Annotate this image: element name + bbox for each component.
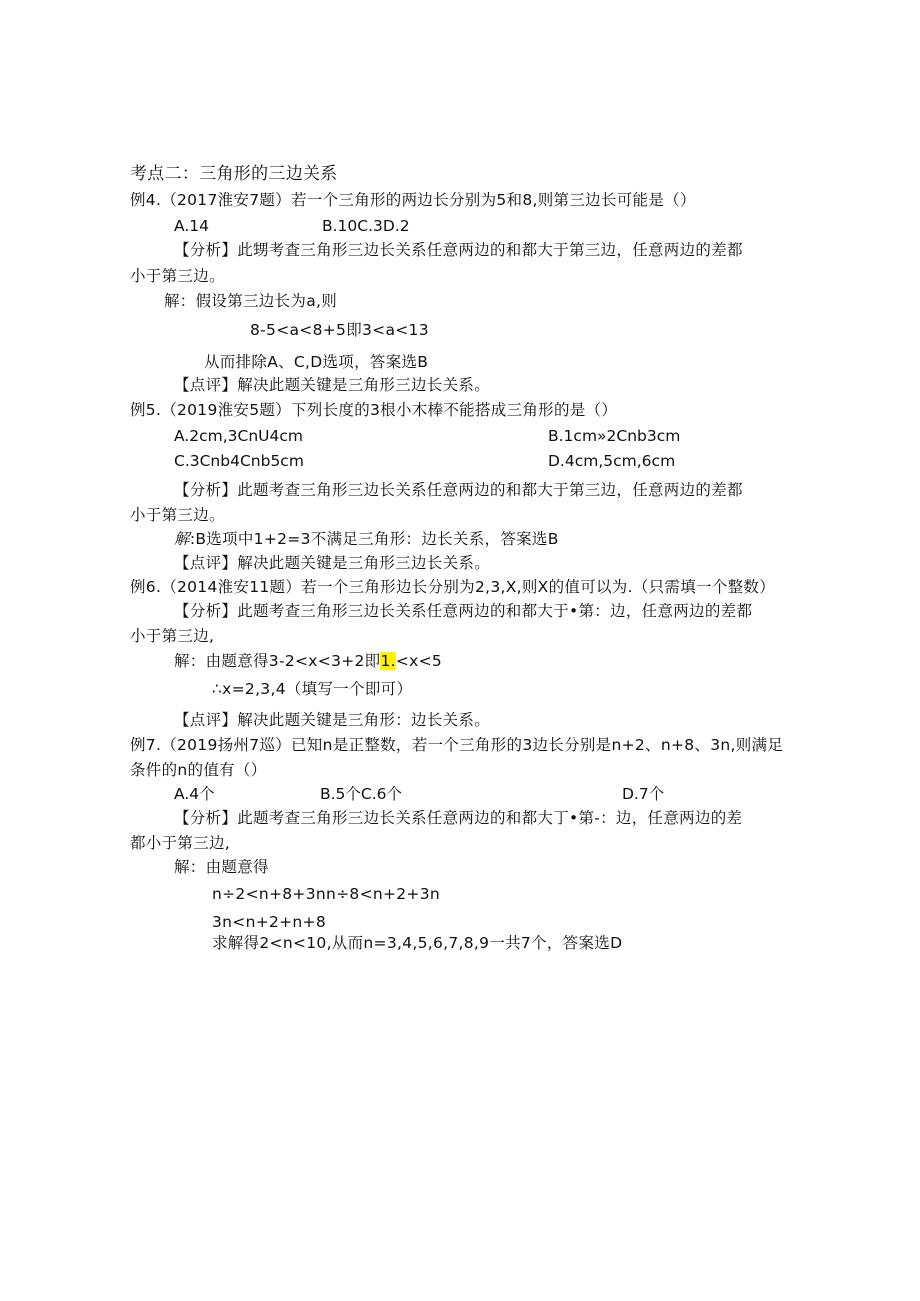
ex7-solution-line3: 3n<n+2+n+8	[212, 913, 327, 931]
ex7-analysis-line2: 都小于第三边,	[130, 834, 231, 852]
ex5-analysis-line1: 【分析】此题考查三角形三边长关系任意两边的和都大于第三边，任意两边的差都	[174, 481, 743, 499]
ex4-solution-line1: 解：假设第三边长为a,则	[164, 292, 338, 310]
ex6-analysis-line2: 小于第三边,	[130, 627, 215, 645]
ex7-option-bc: B.5个C.6个	[320, 785, 403, 803]
ex4-solution-line3: 从而排除A、C,D选项，答案选B	[204, 353, 429, 371]
ex6-solution-part-b: <x<5	[395, 652, 443, 670]
ex5-option-c: C.3Cnb4Cnb5cm	[174, 452, 304, 470]
ex4-question: 例4.（2017淮安7题）若一个三角形的两边长分别为5和8,则第三边长可能是（）	[130, 191, 696, 209]
ex4-comment: 【点评】解决此题关键是三角形三边长关系。	[174, 376, 491, 394]
section-title: 考点二：三角形的三边关系	[130, 164, 338, 184]
ex5-solution	[174, 529, 559, 549]
ex6-solution-part-a: 解：由题意得3-2<x<3+2即	[174, 652, 381, 670]
ex5-option-a: A.2cm,3CnU4cm	[174, 427, 304, 445]
ex5-solution-prefix: 解	[174, 530, 190, 548]
ex6-highlight: 1.	[380, 652, 396, 670]
ex7-solution-line1: 解：由题意得	[174, 858, 269, 876]
ex5-option-b: B.1cm»2Cnb3cm	[548, 427, 681, 445]
ex7-analysis-line1: 【分析】此题考查三角形三边长关系任意两边的和都大丁•第-：边，任意两边的差	[174, 809, 743, 827]
ex5-solution-rest: :B选项中1+2=3不满足三角形：边长关系，答案选B	[189, 530, 559, 548]
ex4-option-a: A.14	[174, 217, 209, 235]
ex5-question: 例5.（2019淮安5题）下列长度的3根小木棒不能搭成三角形的是（）	[130, 401, 618, 419]
ex6-solution-line1	[174, 651, 442, 671]
ex4-analysis-line2: 小于第三边。	[130, 267, 225, 285]
ex6-question: 例6.（2014淮安11题）若一个三角形边长分别为2,3,X,则X的值可以为.（只需填一个整数）	[130, 578, 776, 596]
ex7-option-d: D.7个	[622, 785, 665, 803]
ex5-option-d: D.4cm,5cm,6cm	[548, 452, 676, 470]
ex7-question-line2: 条件的n的值有（）	[130, 761, 267, 779]
ex5-analysis-line2: 小于第三边。	[130, 506, 225, 524]
ex6-comment: 【点评】解决此题关键是三角形：边长关系。	[174, 711, 491, 729]
ex4-solution-line2: 8-5<a<8+5即3<a<13	[250, 321, 429, 339]
ex6-analysis-line1: 【分析】此题考查三角形三边长关系任意两边的和都大于•第：边，任意两边的差都	[174, 602, 753, 620]
ex4-analysis-line1: 【分析】此甥考査三角形三边长关系任意两边的和都大于第三边，任意两边的差都	[174, 241, 743, 259]
ex7-solution-line4: 求解得2<n<10,从而n=3,4,5,6,7,8,9一共7个，答案选D	[212, 934, 623, 952]
ex6-solution-line2: ∴x=2,3,4（填写一个即可）	[212, 680, 413, 698]
ex7-question-line1: 例7.（2019扬州7巡）已知n是正整数，若一个三角形的3边长分别是n+2、n+8、3n,则满足	[130, 736, 784, 754]
ex5-comment: 【点评】解决此题关键是三角形三边长关系。	[174, 554, 491, 572]
ex7-option-a: A.4个	[174, 785, 215, 803]
ex4-option-bcd: B.10C.3D.2	[322, 217, 410, 235]
ex7-solution-line2: n÷2<n+8+3nn÷8<n+2+3n	[212, 885, 441, 903]
